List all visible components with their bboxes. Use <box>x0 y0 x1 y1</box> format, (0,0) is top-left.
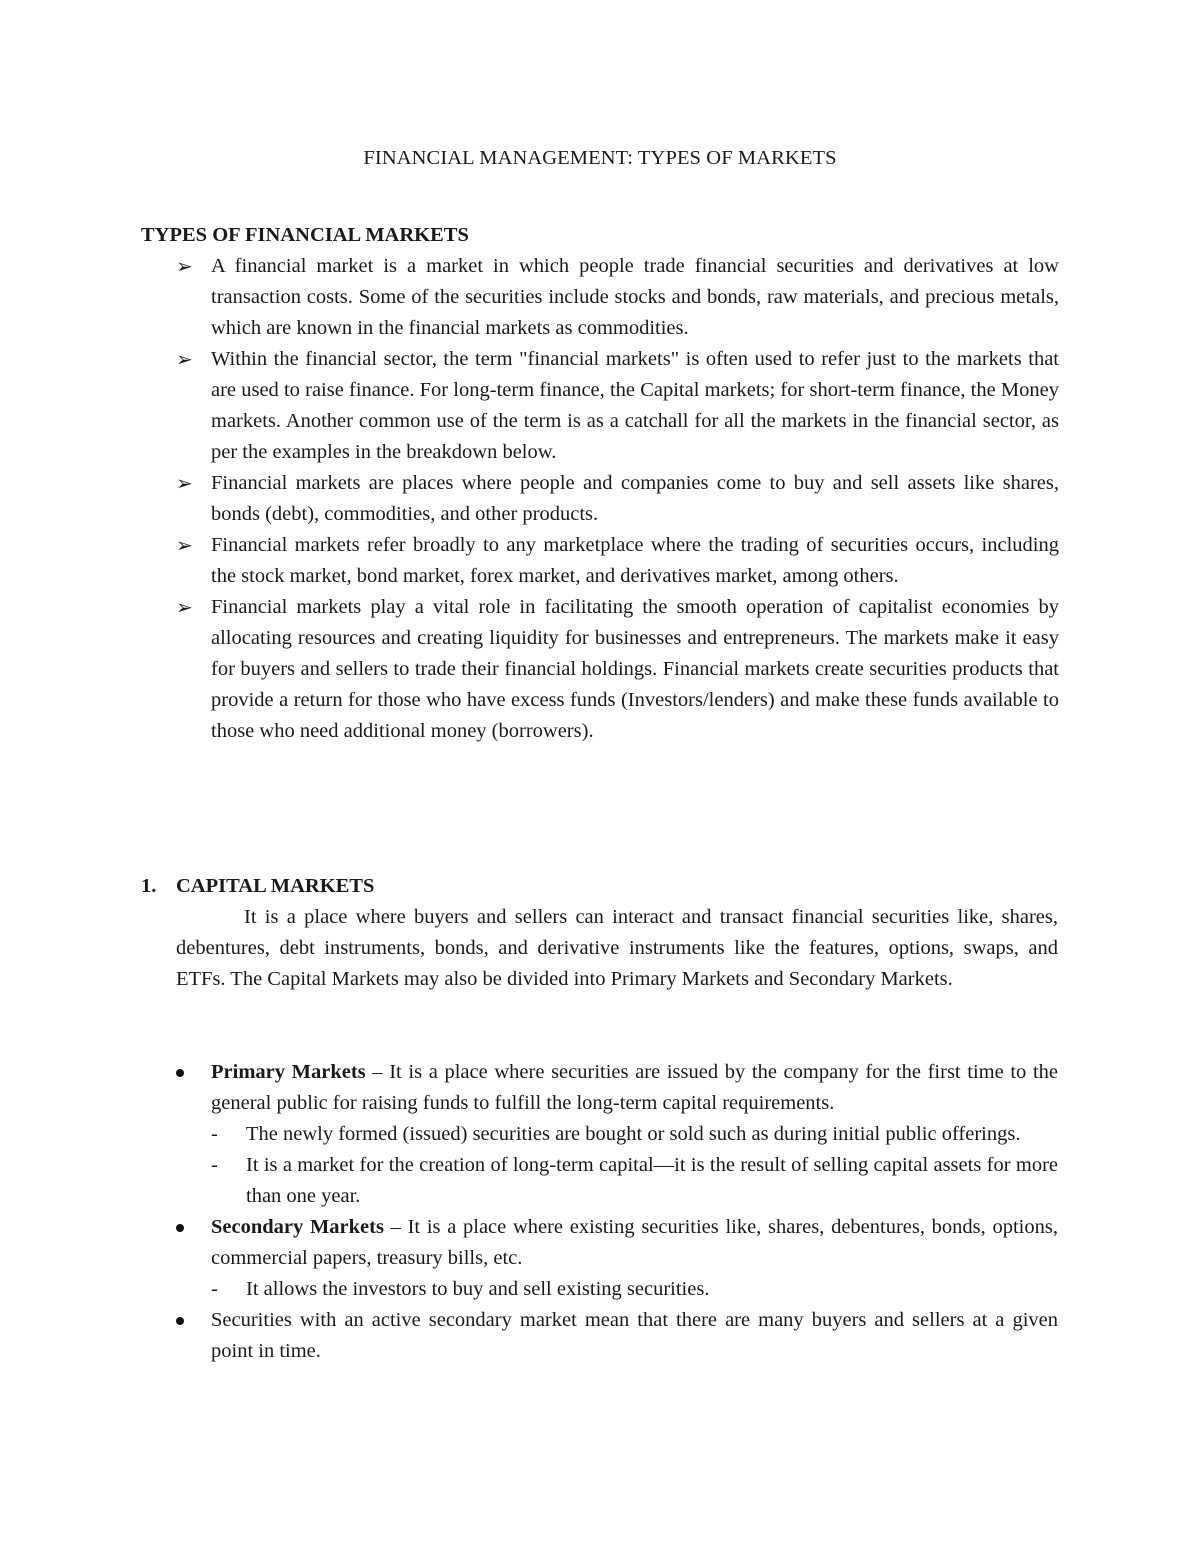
list-item-text: Financial markets play a vital role in facilitating the smooth operation of capitalist economies by allocating resources and creating liquidity for businesses and entrepreneurs. The markets make it easy for buyers and sellers to trade their financial holdings. Financial markets create securities products that provide a return for those who have excess funds (Investors/lenders) and make these funds available to those who need additional money (borrowers). <box>211 596 1059 742</box>
bullet-dot-icon <box>176 1069 184 1077</box>
financial-markets-list <box>141 251 1059 747</box>
dash-marker: - <box>211 1154 218 1176</box>
capital-markets-bullet-list <box>176 1057 1058 1367</box>
list-item <box>141 592 1059 747</box>
list-item <box>141 251 1059 344</box>
section-heading-text: CAPITAL MARKETS <box>176 875 375 897</box>
dash-marker: - <box>211 1278 218 1300</box>
sub-list-item-text: It is a market for the creation of long-term capital—it is the result of selling capital assets for more than one year. <box>246 1154 1058 1207</box>
section-heading-capital-markets <box>141 872 374 900</box>
list-item-text: Financial markets refer broadly to any marketplace where the trading of securities occurs, including the stock market, bond market, forex market, and derivatives market, among others. <box>211 534 1059 587</box>
sub-list-item-text: The newly formed (issued) securities are bought or sold such as during initial public offerings. <box>246 1123 1021 1145</box>
arrow-bullet-icon: ➢ <box>176 595 193 619</box>
bullet-text: – It is a place where existing securities like, shares, debentures, bonds, options, commercial papers, treasury bills, etc. <box>211 1216 1058 1269</box>
list-item <box>141 530 1059 592</box>
section-heading-types-of-financial-markets: TYPES OF FINANCIAL MARKETS <box>141 224 469 246</box>
sub-list-item <box>211 1119 1058 1150</box>
sub-list-item <box>211 1150 1058 1212</box>
bullet-text: – It is a place where securities are issued by the company for the first time to the general public for raising funds to fulfill the long-term capital requirements. <box>211 1061 1059 1114</box>
bullet-item-primary-markets <box>176 1057 1058 1212</box>
arrow-bullet-icon: ➢ <box>176 254 193 278</box>
capital-markets-paragraph: It is a place where buyers and sellers can interact and transact financial securities like, shares, debentures, debt instruments, bonds, and derivative instruments like the features, options, swaps, and ETFs. The Capital Markets may also be divided into Primary Markets and Secondary Markets. <box>176 906 1058 990</box>
list-item <box>141 344 1059 468</box>
bullet-item-active-secondary-market <box>176 1305 1058 1367</box>
sub-list-item-text: It allows the investors to buy and sell existing securities. <box>246 1278 710 1300</box>
bullet-term: Primary Markets <box>211 1061 366 1083</box>
bullet-text: Securities with an active secondary market mean that there are many buyers and sellers at a given point in time. <box>211 1309 1058 1362</box>
arrow-bullet-icon: ➢ <box>176 471 193 495</box>
sub-list-item <box>211 1274 1058 1305</box>
bullet-dot-icon <box>176 1317 184 1325</box>
arrow-bullet-icon: ➢ <box>176 347 193 371</box>
list-item-text: Financial markets are places where people and companies come to buy and sell assets like shares, bonds (debt), commodities, and other products. <box>211 472 1059 525</box>
arrow-bullet-icon: ➢ <box>176 533 193 557</box>
document-title: FINANCIAL MANAGEMENT: TYPES OF MARKETS <box>363 147 837 169</box>
bullet-dot-icon <box>176 1224 184 1232</box>
sub-list <box>211 1119 1058 1212</box>
bullet-term: Secondary Markets <box>211 1216 384 1238</box>
dash-marker: - <box>211 1123 218 1145</box>
list-item-text: A financial market is a market in which people trade financial securities and derivatives at low transaction costs. Some of the securities include stocks and bonds, raw materials, and precious metals, which are known in the financial markets as commodities. <box>211 255 1059 339</box>
list-item-text: Within the financial sector, the term "financial markets" is often used to refer just to the markets that are used to raise finance. For long-term finance, the Capital markets; for short-term finance, the Money markets. Another common use of the term is as a catchall for all the markets in the financial sector, as per the examples in the breakdown below. <box>211 348 1059 463</box>
sub-list <box>211 1274 1058 1305</box>
list-item <box>141 468 1059 530</box>
section-number: 1. <box>141 875 157 897</box>
bullet-item-secondary-markets <box>176 1212 1058 1305</box>
